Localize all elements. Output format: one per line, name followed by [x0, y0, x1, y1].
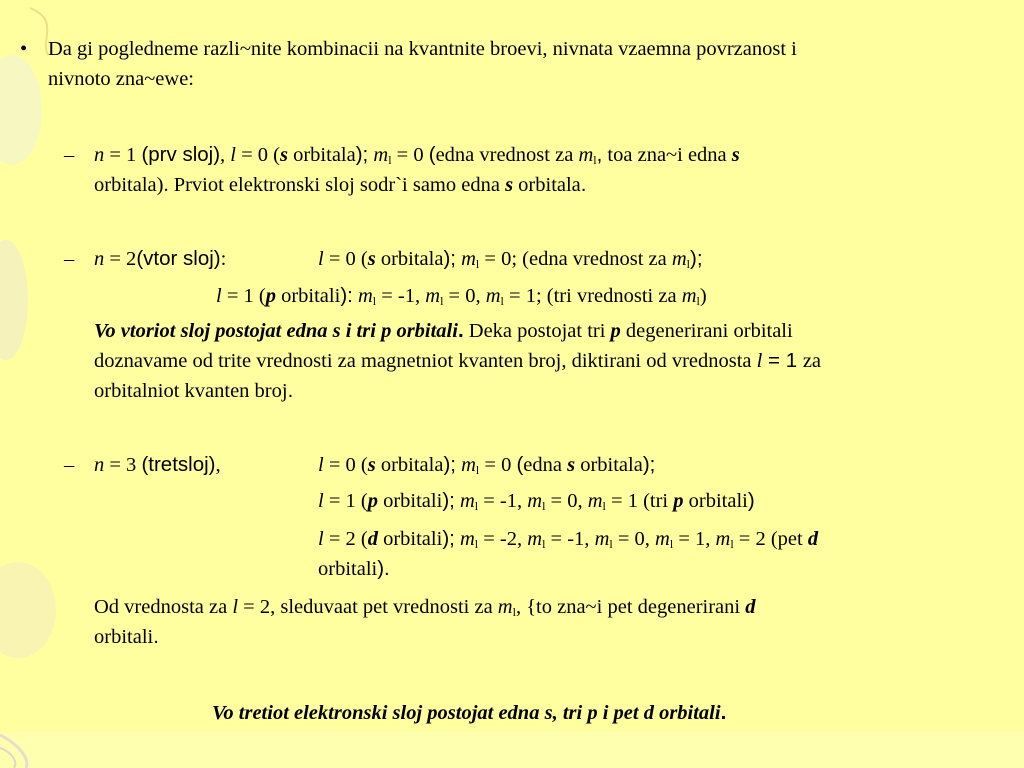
dash-marker: – [64, 248, 75, 270]
balloon-icon [0, 55, 56, 658]
n3-l2: l = 2 (d orbitali); $m_l = -2$, $m_l = -1$, $m_l = 0$, $m_l = 1$, $m_l = 2$ (pet d [318, 527, 819, 551]
n3-l1: l = 1 (p orbitali); $m_l = -1$, $m_l = 0$, $m_l = 1$ (tri p orbitali) [318, 489, 755, 513]
vo-tretiot-line: Vo tretiot elektronski sloj postojat edna s, tri p i pet d orbitali. [212, 701, 727, 724]
n2-label: n = 2(vtor sloj): [94, 247, 227, 270]
bullet-line-1: Da gi pogledneme razli~nite kombinacii na kvantnite broevi, nivnata vzaemna povrzanost i [48, 38, 797, 60]
n2-l0: l = 0 (s orbitala); $m_l = 0$; (edna vrednost za $m_l$); [318, 247, 703, 271]
balloon-string-icon [30, 8, 48, 55]
doznavame-line: doznavame od trite vrednosti za magnetniot kvanten broj, diktirani od vrednosta l = 1 za [94, 349, 822, 372]
vo-vtoriot-line: Vo vtoriot sloj postojat edna s i tri p orbitali. Deka postojat tri p degenerirani orbitali [94, 319, 793, 342]
bullet-line-2: nivnoto zna~ewe: [48, 68, 195, 90]
n1-line-1: n = 1 (prv sloj), l = 0 (s orbitala); $m_l = 0$ (edna vrednost za $m_l$, toa zna~i edna s [94, 143, 740, 167]
dash-marker: – [64, 454, 75, 476]
od-vrednosta-line: Od vrednosta za l = 2, sleduvaat pet vrednosti za $m_l$, {to zna~i pet degenerirani d [94, 596, 756, 619]
n3-l0: l = 0 (s orbitala); $m_l = 0$ (edna s orbitala); [318, 453, 656, 477]
n3-l2-cont: orbitali). [318, 557, 390, 580]
dash-marker: – [64, 144, 75, 166]
n2-l1: l = 1 (p orbitali): $m_l = -1$, $m_l = 0$, $m_l = 1$; (tri vrednosti za $m_l$) [216, 284, 707, 308]
n3-label: n = 3 (tretsloj), [94, 453, 221, 476]
orbitalniot-line: orbitalniot kvanten broj. [94, 379, 294, 402]
n1-line-2: orbitala). Prviot elektronski sloj sodr`i samo edna s orbitala. [94, 173, 587, 196]
bullet-marker: • [20, 38, 28, 60]
od-vrednosta-cont: orbitali. [94, 625, 159, 648]
